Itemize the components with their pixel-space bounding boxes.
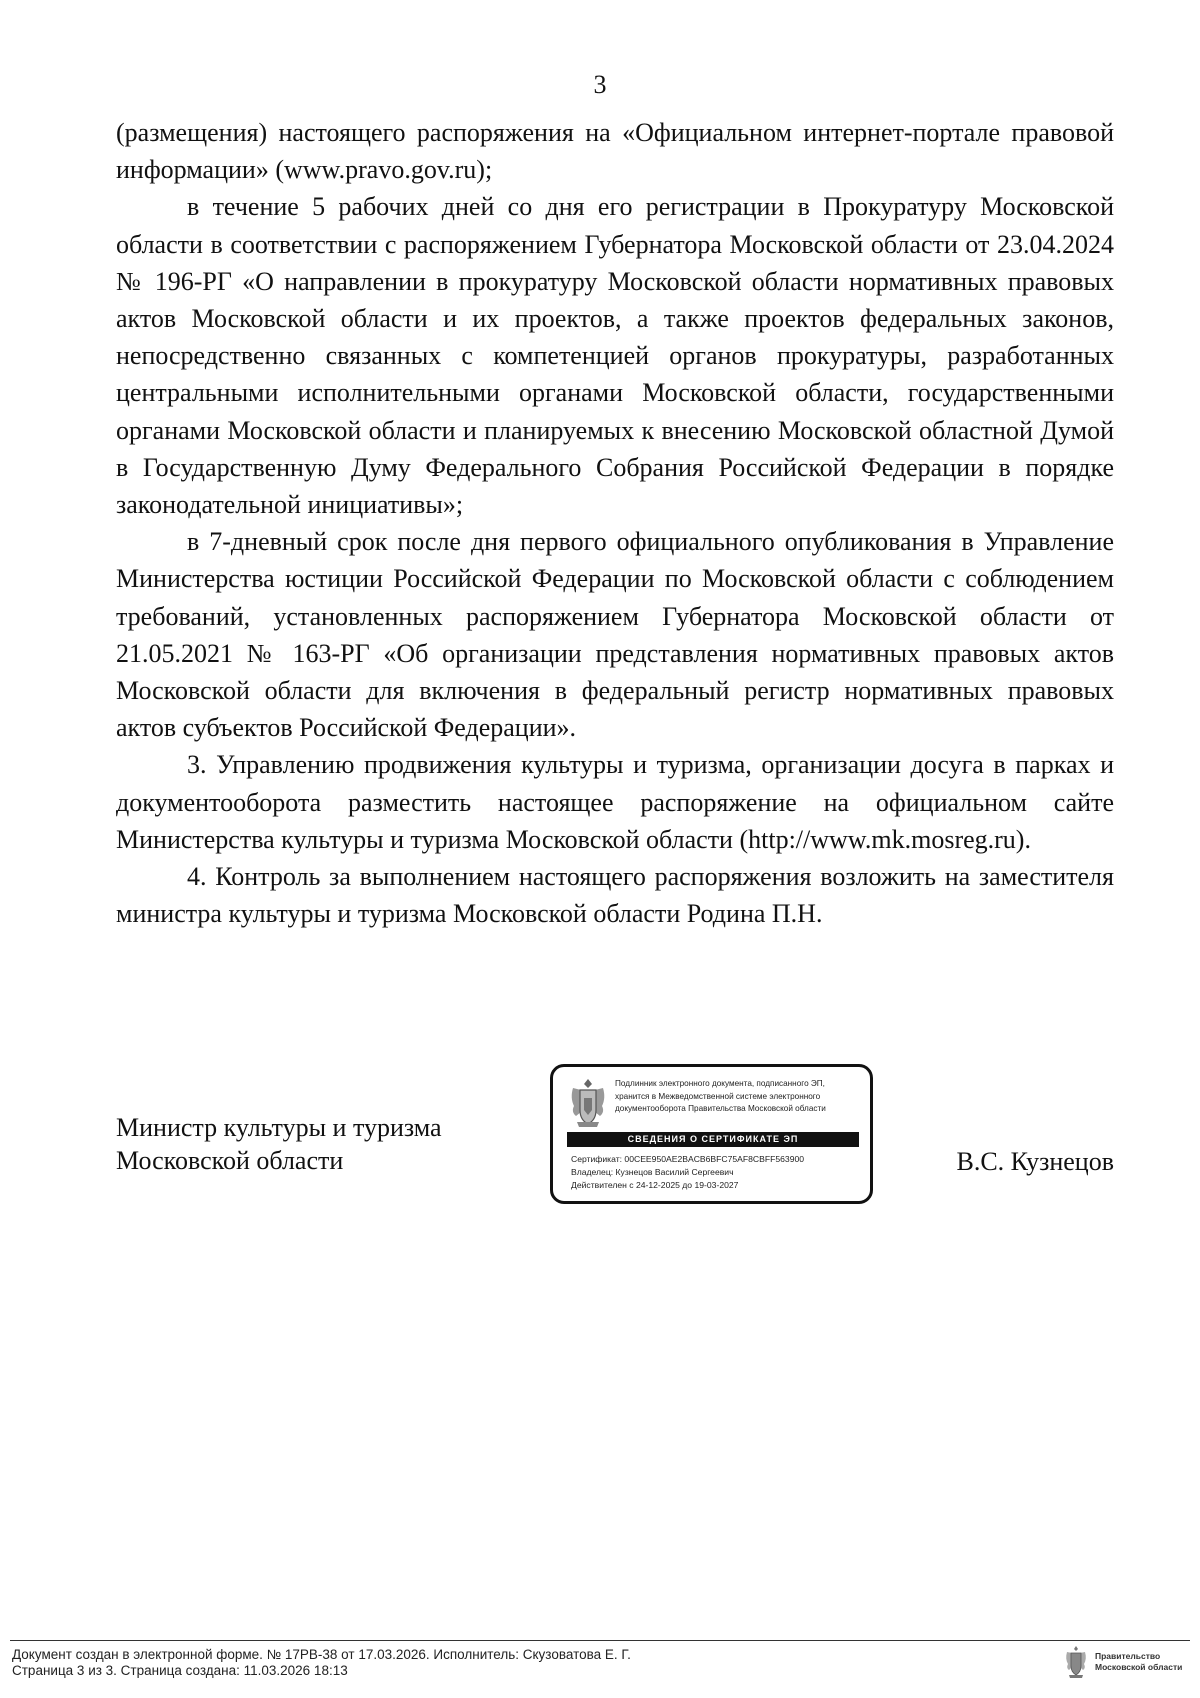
paragraph-control: 4. Контроль за выполнением настоящего распоряжения возложить на заместителя министра культуры и туризма Московской области Родина П.Н. <box>116 862 1114 929</box>
footer-line-1: Документ создан в электронной форме. № 17РВ-38 от 17.03.2026. Исполнитель: Скузоватова Е. Г. <box>12 1647 631 1662</box>
electronic-signature-stamp <box>550 1064 873 1204</box>
page-number: 3 <box>593 70 607 99</box>
footer-org-line-1: Правительство <box>1095 1651 1161 1661</box>
paragraph-website-publication: 3. Управлению продвижения культуры и туризма, организации досуга в парках и документооборота разместить настоящее распоряжение на официальном сайте Министерства культуры и туризма Московской области (http://www.mk.mosreg.ru). <box>116 750 1114 854</box>
stamp-owner: Владелец: Кузнецов Василий Сергеевич <box>571 1167 734 1177</box>
stamp-intro-line-1: Подлинник электронного документа, подписанного ЭП, <box>615 1079 825 1088</box>
footer-line-2: Страница 3 из 3. Страница создана: 11.03.2026 18:13 <box>12 1663 348 1678</box>
footer-org-line-2: Московской области <box>1095 1662 1183 1672</box>
paragraph-prosecutor-submission: в течение 5 рабочих дней со дня его регистрации в Прокуратуру Московской области в соответствии с распоряжением Губернатора Московской области от 23.04.2024 № 196-РГ «О направлении в прокуратуру Московской области нормативных правовых актов Московской области и их проектов, а также проектов федеральных законов, непосредственно связанных с компетенцией органов прокуратуры, разработанных центральными исполнительными органами Московской области, государственными органами Московской области и планируемых к внесению Московской областной Думой в Государственную Думу Федерального Собрания Российской Федерации в порядке законодательной инициативы»; <box>116 192 1114 520</box>
stamp-intro-text <box>615 1078 867 1116</box>
government-logo-icon <box>1064 1645 1088 1679</box>
stamp-certificate-number: Сертификат: 00CEE950AE2BACB6BFC75AF8CBFF563900 <box>571 1154 805 1164</box>
signer-name: В.С. Кузнецов <box>956 1147 1114 1176</box>
stamp-intro-line-2: хранится в Межведомственной системе электронного <box>615 1091 821 1101</box>
signer-position-line-1: Министр культуры и туризма <box>116 1113 442 1142</box>
document-footer <box>12 1647 631 1679</box>
stamp-details <box>571 1153 867 1192</box>
stamp-validity: Действителен с 24-12-2025 до 19-03-2027 <box>571 1180 739 1190</box>
coat-of-arms-icon <box>567 1076 609 1130</box>
signer-position-line-2: Московской области <box>116 1146 344 1175</box>
footer-divider <box>10 1640 1190 1641</box>
stamp-header: СВЕДЕНИЯ О СЕРТИФИКАТЕ ЭП <box>567 1132 859 1147</box>
paragraph-publication-portal: (размещения) настоящего распоряжения на «Официальном интернет-портале правовой информации» (www.pravo.gov.ru); <box>116 118 1114 185</box>
document-body <box>116 114 1114 932</box>
signer-position <box>116 1111 442 1177</box>
stamp-intro-line-3: документооборота Правительства Московской области <box>615 1104 826 1114</box>
footer-organization <box>1095 1651 1182 1673</box>
paragraph-justice-ministry-submission: в 7-дневный срок после дня первого официального опубликования в Управление Министерства юстиции Российской Федерации по Московской области с соблюдением требований, установленных распоряжением Губернатора Московской области от 21.05.2021 № 163-РГ «Об организации представления нормативных правовых актов Московской области для включения в федеральный регистр нормативных правовых актов субъектов Российской Федерации». <box>116 527 1114 743</box>
